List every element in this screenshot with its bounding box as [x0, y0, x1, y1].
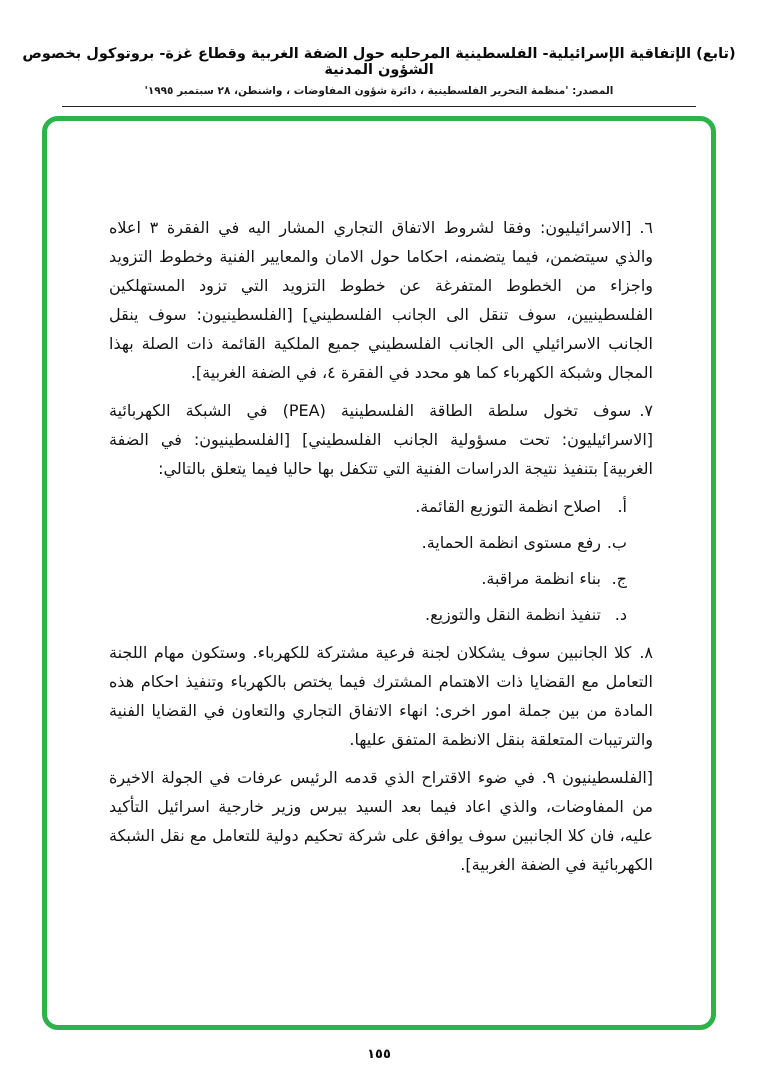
- list-item-j: [109, 564, 627, 593]
- paragraph-8-text: كلا الجانبين سوف يشكلان لجنة فرعية مشتركة للكهرباء. وستكون مهام اللجنة التعامل مع القضايا ذات الاهتمام المشترك فيما يختص بالكهرباء وتنفيذ احكام هذه المادة من بين جملة امور اخرى: انهاء الاتفاق التجاري والتعاون في القضايا الفنية والترتيبات المتعلقة بنقل الانظمة المتفق عليها.: [109, 643, 653, 749]
- list-item-b-text: رفع مستوى انظمة الحماية.: [421, 533, 601, 552]
- list-item-a-marker: أ.: [617, 497, 627, 516]
- list-item-a: [109, 492, 627, 521]
- list-item-b: [109, 528, 627, 557]
- paragraph-6-number: ٦.: [639, 218, 653, 237]
- document-source: المصدر: 'منظمة التحرير الفلسطينية ، دائرة شؤون المفاوضات ، واشنطن، ٢٨ سبتمبر ١٩٩٥': [144, 85, 614, 97]
- page-number: ١٥٥: [367, 1047, 391, 1062]
- list-item-a-text: اصلاح انظمة التوزيع القائمة.: [415, 497, 601, 516]
- paragraph-6-text: [الاسرائيليون: وفقا لشروط الاتفاق التجاري المشار اليه في الفقرة ٣ اعلاه والذي سيتضمن، فيما يتضمنه، احكاما حول الامان والمعايير الفنية وخطوط التزويد واجزاء من الخطوط المتفرغة عن خطوط التزويد التي تزود المستهلكين الفلسطينيين، سوف تنقل الى الجانب الفلسطيني] [الفلسطينيون: سوف ينقل الجانب الاسرائيلي الى الجانب الفلسطيني جميع الملكية القائمة ذات الصلة بهذا المجال وشبكة الكهرباء كما هو محدد في الفقرة ٤، في الضفة الغربية].: [109, 218, 653, 382]
- list-item-j-marker: ج.: [611, 569, 627, 588]
- paragraph-9-text: [الفلسطينيون ٩. في ضوء الاقتراح الذي قدمه الرئيس عرفات في الجولة الاخيرة من المفاوضات، والذي اعاد فيما بعد السيد بيرس وزير خارجية اسرائيل التأكيد عليه، فان كلا الجانبين سوف يوافق على شركة تحكيم دولية للتعامل مع نقل الشبكة الكهربائية في الضفة الغربية].: [109, 768, 654, 874]
- content-frame: [42, 116, 716, 1030]
- paragraph-7: [109, 396, 653, 483]
- list-item-j-text: بناء انظمة مراقبة.: [481, 569, 601, 588]
- list-item-d: [109, 600, 627, 629]
- document-body: [47, 121, 711, 879]
- list-item-b-marker: ب.: [606, 533, 627, 552]
- paragraph-7-text: سوف تخول سلطة الطاقة الفلسطينية (PEA) في الشبكة الكهربائية [الاسرائيليون: تحت مسؤولية الجانب الفلسطيني] [الفلسطينيون: في الضفة الغربية] بتنفيذ نتيجة الدراسات الفنية التي تتكفل بها حاليا فيما يتعلق بالتالي:: [109, 401, 653, 478]
- document-header: [0, 0, 758, 107]
- header-divider: [62, 106, 696, 107]
- list-item-d-text: تنفيذ انظمة النقل والتوزيع.: [425, 605, 601, 624]
- paragraph-8-number: ٨.: [639, 643, 653, 662]
- sub-list: [109, 492, 653, 629]
- list-item-d-marker: د.: [614, 605, 627, 624]
- paragraph-6: [109, 213, 653, 387]
- document-title: (تابع) الإتفاقية الإسرائيلية- الفلسطينية المرحليه حول الضفة الغربية وقطاع غزة- بروتوكول بخصوص الشؤون المدنية: [22, 46, 736, 78]
- paragraph-7-number: ٧.: [639, 401, 653, 420]
- paragraph-8: [109, 638, 653, 754]
- paragraph-9: [109, 763, 653, 879]
